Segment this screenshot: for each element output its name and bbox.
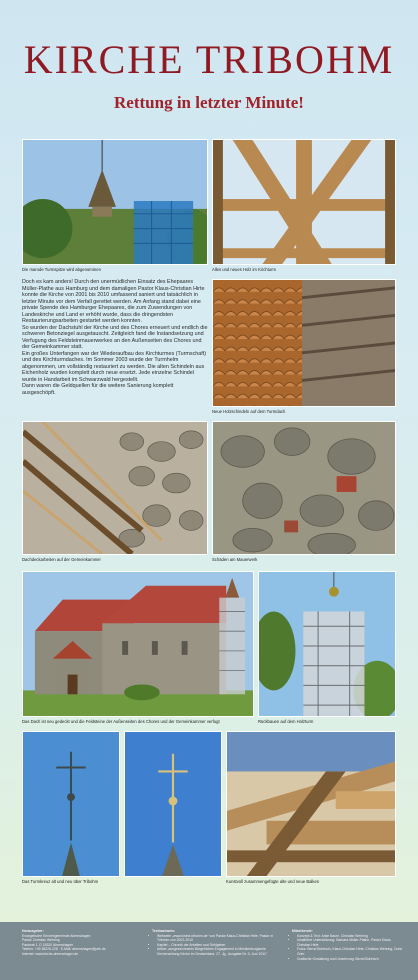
- caption-scaffold-tower: Rückbauen auf dem Holzturm: [258, 719, 314, 724]
- footer-sources-heading: Textnachweis:: [152, 929, 176, 933]
- caption-spire-removal: Die marode Turmspitze wird abgenommen: [22, 267, 101, 272]
- footer-contributor-item: • Fotos: Bernd Bohrisch, Klaus-Christian Hirte, Christian Wehring, Doris Grim: [297, 947, 404, 956]
- footer-contributors: [292, 929, 404, 961]
- footer-contributor-item: • Inhaltliche Unterstützung: Barbara Müller-Plathe, Pastor Klaus-Christian Hirte: [297, 938, 404, 947]
- caption-beams: Kunstvoll zusammengefügte alte und neue Balken: [226, 879, 320, 884]
- caption-tower-crosses: Das Turmkreuz alt und neu über Tribohm: [22, 879, 99, 884]
- caption-masonry-damage: Schäden am Mauerwerk: [212, 557, 258, 562]
- footer-contributor-item: • Grafische Gestaltung und Umsetzung: Bernd Bohrisch: [297, 957, 404, 962]
- poster-title: KIRCHE TRIBOHM: [23, 37, 395, 82]
- footer-contributor-item: • Konzept & Text: Anke Bauer, Christian Wehring: [297, 934, 404, 939]
- footer-sources: [152, 929, 280, 957]
- photo-church-exterior: [22, 571, 254, 717]
- footer-line: Pastor Christian Wehring: [22, 938, 60, 943]
- photo-shingles: [212, 279, 396, 407]
- photo-tower-timber: [212, 139, 396, 265]
- photo-beams: [226, 731, 396, 877]
- footer: [0, 922, 418, 980]
- body-paragraph: So wurden der Dachstuhl der Kirche und des Chores erneuert und endlich die schweren Betonziegel ausgetauscht. Zeitgleich fand die Instandsetzung und Verfugung des Feldsteinmauerwerkes an den Außenseiten des Chores und der Gemeinkammer statt.: [22, 324, 208, 350]
- caption-church-exterior: Das Dach ist neu gedeckt und die Feldsteine der Außenseiten des Chores und der Gemeinkammer verfugt: [22, 719, 220, 724]
- photo-roofing-chamber: [22, 421, 208, 555]
- footer-line: Telefon: +49 38225-228 · E-Mail: ahrenshagen@pek.de: [22, 947, 106, 952]
- footer-publisher: [22, 929, 142, 957]
- footer-source-item: • Webseite „www.kirche-tribohm.de“ von Pastor Klaus-Christian Hirte, Pastor in Tribohm von 2002-2010: [157, 934, 280, 943]
- photo-masonry-damage: [212, 421, 396, 555]
- footer-publisher-heading: Herausgeber:: [22, 929, 44, 933]
- footer-contributors-heading: Mitwirkende:: [292, 929, 313, 933]
- body-paragraph: Doch es kam anders! Durch den unermüdlichen Einsatz des Ehepaares Müller-Plathe aus Hamburg und dem damaligen Pastor Klaus-Christian Hirte konnte die Kirche von 2001 bis 2010 umfassend saniert und tatsächlich in letzter Minute vor dem Verfall gerettet werden. Am Anfang stand dabei eine private Spende des Hamburger Ehepaares, die zum Zuwendungen von Landeskirche und Land er erhöht wurde, dass die dringendsten Restaurierungsarbeiten gestartet werden konnten.: [22, 279, 205, 324]
- photo-spire-removal: [22, 139, 208, 265]
- caption-shingles: Neue Holzschindeln auf dem Turmdach: [212, 409, 286, 414]
- photo-old-cross: [22, 731, 120, 877]
- body-paragraph: Ein großes Unterfangen war der Wiederaufbau des Kirchturmes (Turmschaft) und des Kirchturmdaches. Im Sommer 2003 wurde der Turmhelm abgenommen, um vollständig restauriert zu werden. Die alten Schindeln aus Eichenholz wurden komplett durch neue ersetzt. Jede einzelne Schindel wurde in Handarbeit im Schwarzwald hergestellt.: [22, 350, 207, 383]
- footer-line: Internet: www.kirche-ahrenshagen.de: [22, 951, 79, 956]
- caption-roofing-chamber: Dachdeckarbeiten auf der Gemeinkammer: [22, 557, 101, 562]
- photo-scaffold-tower: [258, 571, 396, 717]
- footer-source-item: • Artikel „ausgezeichnetes Bürgerliches Engagement in Mecklenburgische Kirchenzeitung Kirche im Deutschland, 27. Jg., Ausgabe Nr. 3, Juni 2011“: [157, 947, 280, 956]
- body-paragraph: Dann waren die Geldquellen für die weitere Sanierung komplett ausgeschöpft.: [22, 383, 174, 396]
- footer-line: Evangelische Kirchengemeinde Ahrenshagen: [22, 933, 91, 938]
- body-text: [22, 279, 208, 396]
- footer-line: Pastorat 1, D 18320 Ahrenshagen: [22, 942, 74, 947]
- caption-tower-timber: Alles und neues Holz im Kirchturm: [212, 267, 277, 272]
- footer-source-item: • Kapitel – Chronik der Arbeiten und Geldgeber: [157, 943, 280, 948]
- photo-new-cross: [124, 731, 222, 877]
- poster-subtitle: Rettung in letzter Minute!: [114, 93, 304, 112]
